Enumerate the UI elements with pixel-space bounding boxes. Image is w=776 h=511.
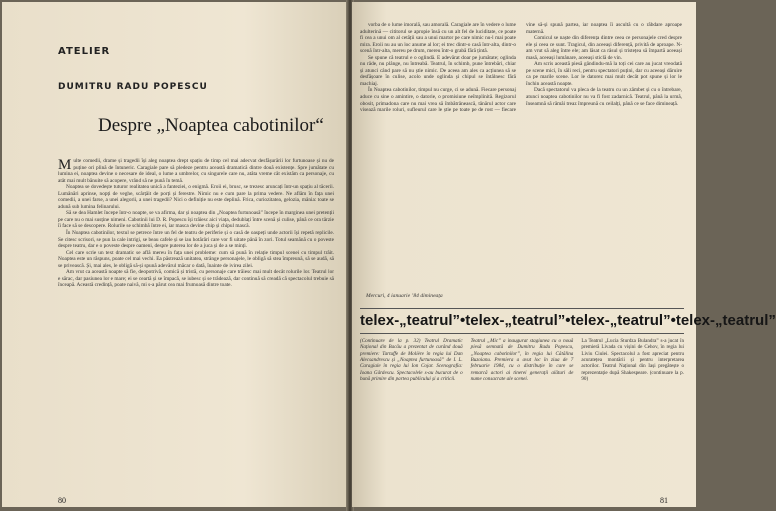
page-number-right: 81 bbox=[660, 496, 668, 505]
page-number-left: 80 bbox=[58, 496, 66, 505]
paragraph: În Noaptea cabotinilor, timpul nu curge, ci se adună. Fiecare personaj aduce cu sine o amintire, o datorie, o promisiune neîmplinită. Regizorul obosit, primadona care nu mai vrea să îmbătrânească, tânărul actor care visează marile roluri, sufleurul care le știe pe toate pe de rost — fiecare vine să-și spună partea, iar noaptea îi ascultă cu o răbdare aproape maternă. bbox=[360, 22, 682, 114]
telex-column-2: Teatrul „Mic” a inaugurat stagiunea cu o nouă piesă semnată de Dumitru Radu Popescu, „Noaptea cabotinilor”, în regia lui Cătălina Buzoianu. Premiera a avut loc în ziua de 7 februarie 1984, cu o distribuție în care se remarcă actori ai tinerei generații alături de nume consacrate ale scenei. bbox=[470, 338, 574, 383]
paragraph: Am scris această piesă gândindu-mă la toți cei care au jucat vreodată pe scene mici, în săli reci, pentru spectatori puțini, dar cu aceeași dăruire ca pe marile scene. Lor le datorez mai mult decât pot spune și lor le închin această noapte. bbox=[526, 61, 682, 87]
paragraph: Dacă spectatorul va pleca de la teatru cu un zâmbet și cu o întrebare, atunci noaptea cabotinilor nu va fi fost zadarnică. Teatrul, până la urmă, înseamnă să rămâi treaz împreună cu ceilalți, până ce se face dimineață. bbox=[526, 87, 682, 107]
drop-cap: M bbox=[58, 157, 72, 173]
telex-banner bbox=[360, 308, 776, 334]
left-article-body bbox=[58, 158, 334, 483]
paragraph: ulte comedii, drame și tragedii își aleg noaptea drept spațiu de timp cel mai adecvat desfășurării lor furtunoase și nu de puține ori plină de întuneric. Caragiale pare să pledeze pentru această dramatică dintre două existențe. Spre jumătate cu lumina ei, noaptea devine o necesare de ideal, o lume a umbrelor, cu singurele care nu, atâta vreme cât existăm ca personaje, cu atât mai mult bănuite să acopere, vrând să ne pună în temă. bbox=[58, 158, 334, 184]
paragraph: Comicul se naște din diferența dintre ceea ce personajele cred despre ele și ceea ce sunt. Tragicul, din aceeași diferență, privită de aproape. N-am vrut să aleg între ele; am lăsat ca râsul și tristețea să împartă aceeași masă, aceeași lumânare, aceeași sticlă de vin. bbox=[526, 35, 682, 61]
article-signature: Mercuri, 4 ianuarie ’84 dimineața bbox=[366, 293, 443, 299]
right-article-body bbox=[360, 22, 682, 280]
left-page bbox=[2, 2, 348, 507]
telex-banner-text: telex-„teatrul”•telex-„teatrul”•telex-„teatrul”•telex-„teatrul” bbox=[360, 312, 776, 329]
paragraph: Am vrut ca această noapte să fie, deopotrivă, comică și tristă, cu personaje care trăiesc mai mult decât rolurile lor. Teatrul lor e sărac, dar pasiunea lor e mare; ei se ceartă și se împacă, se iubesc și se trădează, dar continuă să creadă că spectacolul trebuie să înceapă. Această credință, poate naivă, mi s-a părut cea mai frumoasă dintre toate. bbox=[58, 269, 334, 289]
telex-column-1: (Continuare de la p. 32) Teatrul Dramatic Național din Bacău a prezentat de curând două premiere: Tartuffe de Molière în regia lui Dan Alecsandrescu și „Noaptea furtunoasă” de I. L. Caragiale în regia lui Ion Cojar. Scenografia: Ioana Gârdescu. Spectacolele s-au bucurat de o bună primire din partea publicului și a criticii. bbox=[360, 338, 463, 383]
paragraph: vorba de o lume imorală, sau amorală. Caragiale are în vedere o lume adulterină — cititorul se apropie însă cu un alt fel de luciditate, ce poate fi cea a unui om al cetății sau a unui martor pe care nimic nu-l mai poate mira. Eroii nu au un loc anume al lor; ei trec dintr-o casă într-alta, dintr-o scenă într-alta, mereu pe drum, mereu într-o grabă fără țintă. bbox=[360, 22, 516, 55]
telex-columns bbox=[360, 338, 684, 488]
author-name: DUMITRU RADU POPESCU bbox=[58, 82, 208, 92]
telex-column-3: La Teatrul „Lucia Sturdza Bulandra” s-a jucat în premieră Livada cu vișini de Cehov, în regia lui Liviu Ciulei. Spectacolul a fost apreciat pentru acuratețea montării și pentru interpretarea actorilor. Teatrul Național din Iași pregătește o reprezentație după Shakespeare. (continuare la p. 90) bbox=[581, 338, 685, 383]
right-page bbox=[352, 2, 776, 507]
paragraph: Cel care scrie un text dramatic se află mereu în fața unei probleme: cum să pună în relație timpul scenei cu timpul trăit. Noaptea este un răspuns, poate cel mai vechi. Ea păstrează unitatea, strânge personajele, le obligă să stea împreună, să se audă, să se privească. Și, mai ales, le obligă să-și spună adevărul măcar o dată, înainte de ivirea zilei. bbox=[58, 249, 334, 269]
paragraph: Să se dea Hamlet începe într-o noapte, se va afirma, dar și noaptea din „Noaptea furtunoasă” începe în marginea unei pretenții pe care nu o mai susține nimeni. Cabotinii lui D. R. Popescu își trăiesc aici viața, dedublați între scenă și culise, până ce ora târzie îi face să se descopere. Rolurile se schimbă între ei, iar masca devine chip și chipul mască. bbox=[58, 210, 334, 230]
paragraph: În Noaptea cabotinilor, textul se petrece între un fel de teatru de periferie și o casă de oaspeți unde actorii își repetă replicile. Se citesc scrisori, se pun la cale intrigi, se beau cafele și se iau hotărâri care vor fi uitate până în zori. Totul seamănă cu o poveste despre teatru, dar e o poveste despre oameni, despre puterea lor de a juca și de a se minți. bbox=[58, 230, 334, 250]
section-label: ATELIER bbox=[58, 46, 111, 57]
paragraph: Noaptea se dovedește tuturor realitatea unică a fanteziei, o enigmă. Eroii ei, brusc, se trezesc aruncați într-un spațiu al tăcerii. Lumânări aprinse, nopți de veghe, scârțâit de porți și ferestre. Nimic nu e cum pare la prima vedere. Ne aflăm în fața unei comedii, a unei farse, a unei alegorii, a unei tragedii? Nici o definiție nu este deplină. Frica, curiozitatea, gelozia, mânia: toate se adună sub lumina felinarului. bbox=[58, 184, 334, 210]
paragraph: Se spune că teatrul e o oglindă. E adevărat doar pe jumătate; oglinda nu râde, nu plânge, nu întreabă. Teatrul, în schimb, pune întrebări, chiar și atunci când pare să nu știe nimic. De aceea am ales ca acțiunea să se desfășoare în culise, acolo unde oglinda și chipul se întâlnesc fără machiaj. bbox=[360, 54, 516, 87]
article-title: Despre „Noaptea cabotinilor“ bbox=[98, 115, 324, 136]
